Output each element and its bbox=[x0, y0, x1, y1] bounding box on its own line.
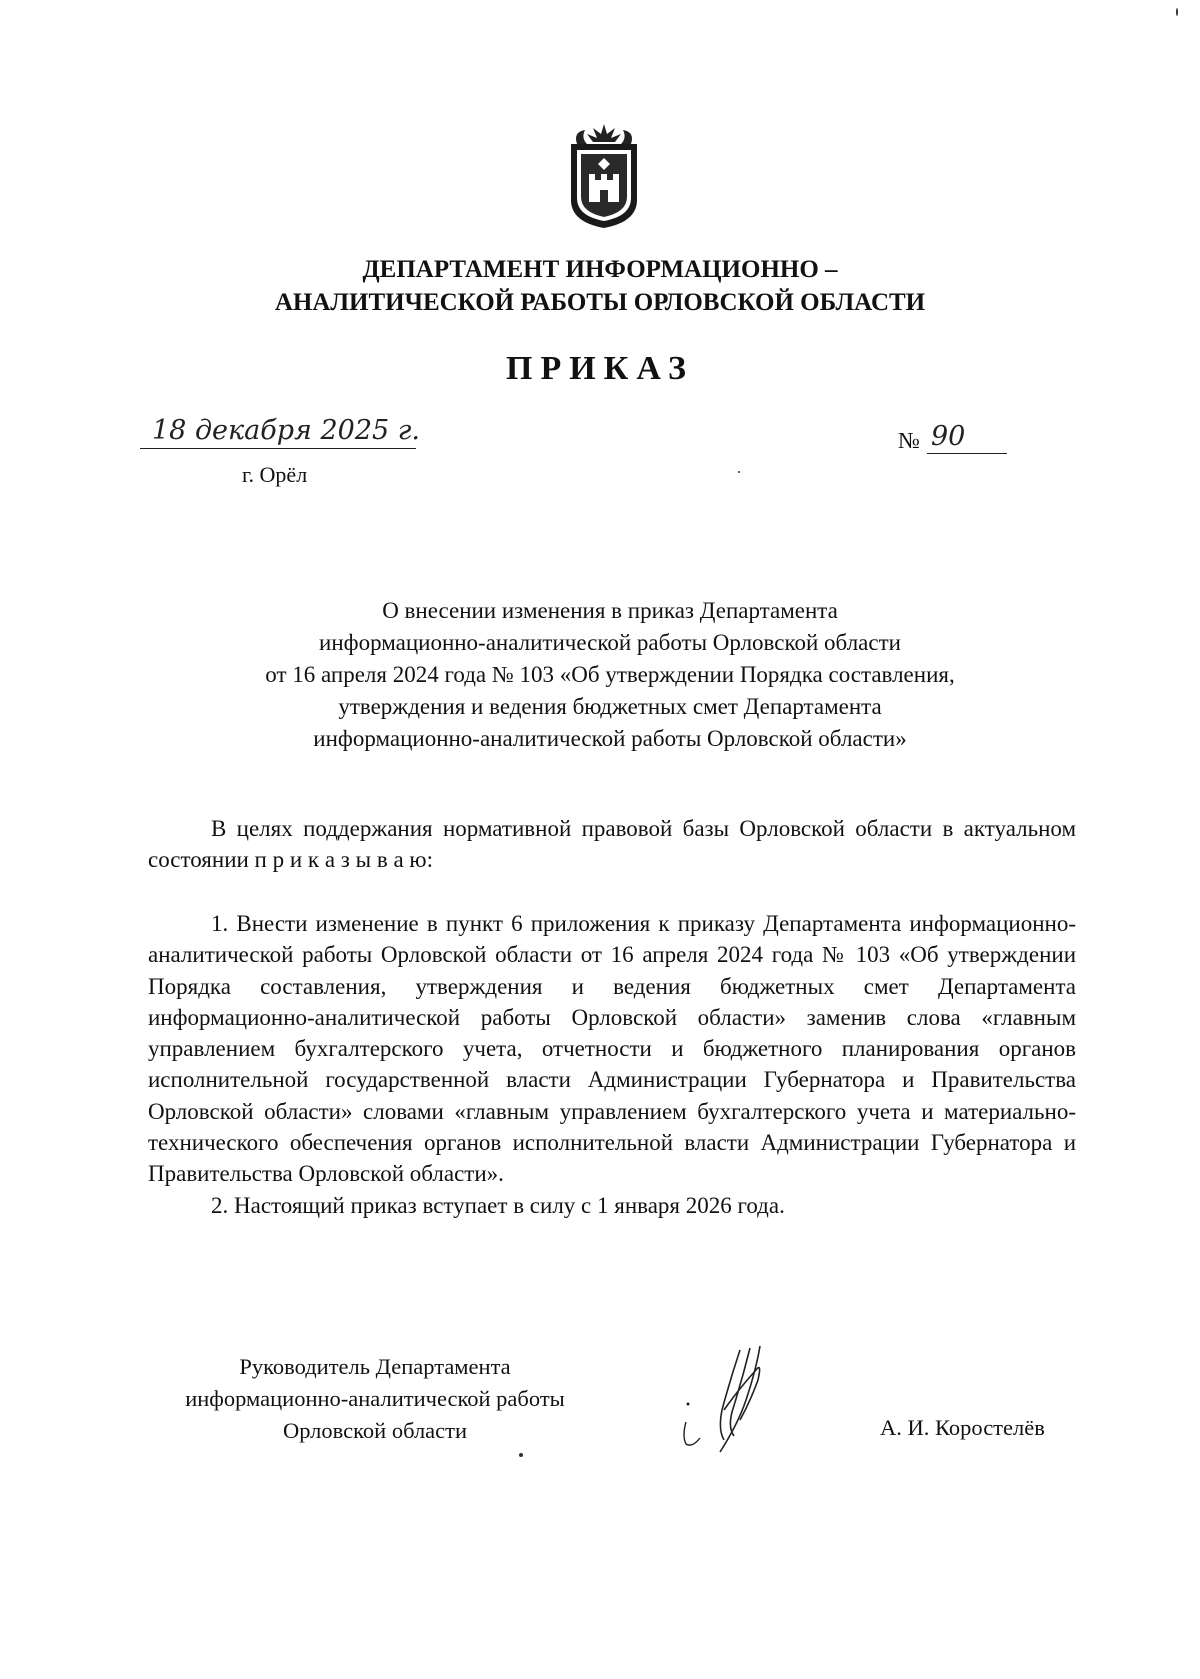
order-item-2: 2. Настоящий приказ вступает в силу с 1 января 2026 года. bbox=[211, 1192, 785, 1218]
order-items bbox=[148, 908, 1076, 1221]
handwritten-signature-icon bbox=[680, 1340, 800, 1455]
department-name-line2: АНАЛИТИЧЕСКОЙ РАБОТЫ ОРЛОВСКОЙ ОБЛАСТИ bbox=[274, 289, 926, 316]
date-underline bbox=[140, 448, 416, 449]
signatory-position bbox=[150, 1351, 600, 1447]
handwritten-number: 90 bbox=[931, 421, 966, 452]
title-line: утверждения и ведения бюджетных смет Департамента bbox=[338, 694, 882, 719]
document-type-heading: ПРИКАЗ bbox=[506, 350, 694, 387]
handwritten-date: 18 декабря 2025 г. bbox=[152, 415, 420, 446]
title-line: информационно-аналитической работы Орловской области» bbox=[313, 726, 907, 751]
department-name-line1: ДЕПАРТАМЕНТ ИНФОРМАЦИОННО – bbox=[362, 256, 838, 283]
preamble-text: В целях поддержания нормативной правовой базы Орловской области в актуальном состоянии п р и к а з ы в а ю: bbox=[148, 816, 1076, 873]
number-label: № bbox=[898, 428, 920, 453]
position-line: Руководитель Департамента bbox=[239, 1354, 511, 1379]
scan-speck bbox=[1176, 8, 1178, 16]
document-title bbox=[150, 595, 1070, 755]
title-line: информационно-аналитической работы Орловской области bbox=[319, 630, 901, 655]
title-line: О внесении изменения в приказ Департамента bbox=[382, 598, 838, 623]
city-label: г. Орёл bbox=[242, 462, 308, 487]
preamble-paragraph bbox=[148, 813, 1076, 876]
position-line: информационно-аналитической работы bbox=[185, 1386, 565, 1411]
signatory-name: А. И. Коростелёв bbox=[880, 1415, 1045, 1440]
number-underline bbox=[927, 453, 1007, 454]
title-line: от 16 апреля 2024 года № 103 «Об утверждении Порядка составления, bbox=[265, 662, 955, 687]
position-line: Орловской области bbox=[282, 1418, 468, 1443]
order-item-1: 1. Внести изменение в пункт 6 приложения к приказу Департамента информационно-аналитической работы Орловской области от 16 апреля 2024 года № 103 «Об утверждении Порядка составления, утверждения и ведения бюджетных смет Департамента информационно-аналитической работы Орловской области» заменив слова «главным управлением бухгалтерского учета, отчетности и бюджетного планирования органов исполнительной государственной власти Администрации Губернатора и Правительства Орловской области» словами «главным управлением бухгалтерского учета и материально-технического обеспечения органов исполнительной власти Администрации Губернатора и Правительства Орловской области». bbox=[148, 911, 1076, 1187]
scan-speck bbox=[738, 471, 740, 473]
scan-speck bbox=[519, 1453, 523, 1457]
coat-of-arms-icon bbox=[563, 122, 645, 230]
